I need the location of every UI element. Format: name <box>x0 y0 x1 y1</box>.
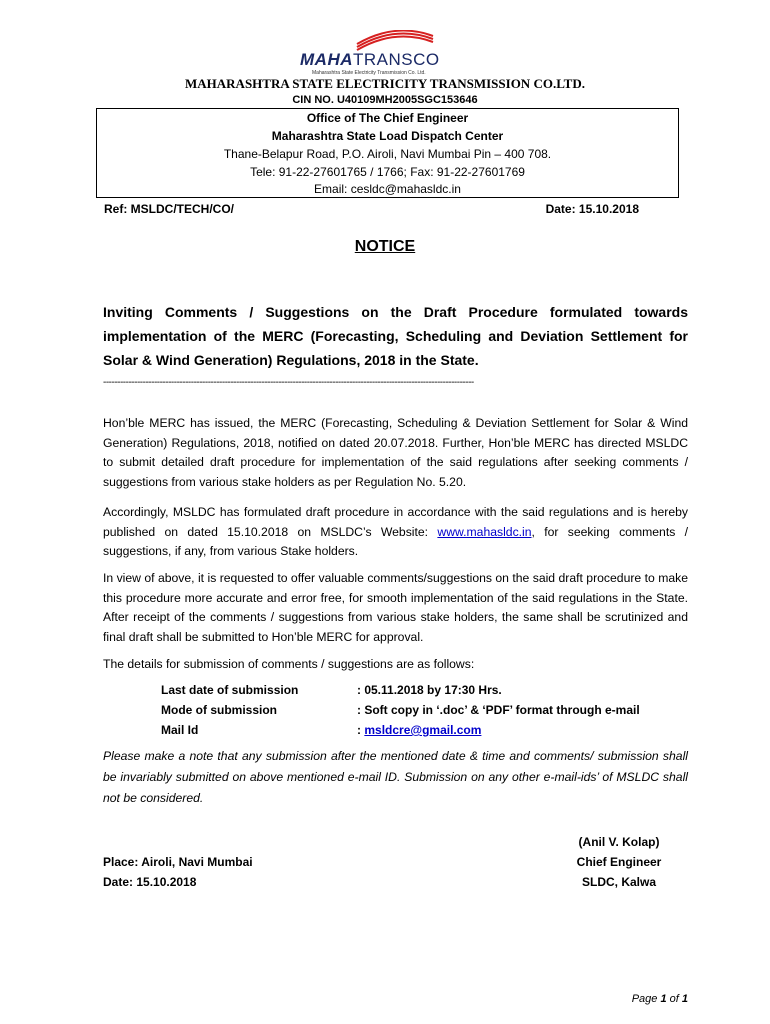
divider: ----------------------------------------------------------------------------------------------------------------------------------- <box>103 377 474 388</box>
place: Place: Airoli, Navi Mumbai <box>103 855 253 869</box>
box-line-office: Office of The Chief Engineer <box>306 111 469 125</box>
logo-rest: TRANSCO <box>353 50 440 69</box>
paragraph-4: The details for submission of comments / suggestions are as follows: <box>103 657 475 671</box>
signatory-office: SLDC, Kalwa <box>581 875 656 889</box>
detail-label-last-date: Last date of submission <box>161 683 299 697</box>
logo-wordmark <box>300 50 440 70</box>
detail-value-last-date: : 05.11.2018 by 17:30 Hrs. <box>357 683 502 697</box>
page-number <box>632 993 688 1005</box>
submission-note: Please make a note that any submission after the mentioned date & time and comments/ submission shall be invariably submitted on above mentioned e-mail ID. Submission on any other e-mail-ids’ of MSLDC shall not be considered. <box>103 749 688 805</box>
website-link[interactable]: www.mahasldc.in <box>437 524 532 539</box>
box-line-phone: Tele: 91-22-27601765 / 1766; Fax: 91-22-27601769 <box>250 165 525 179</box>
company-name: MAHARASHTRA STATE ELECTRICITY TRANSMISSION CO.LTD. <box>185 76 585 91</box>
transmission-swoosh-icon <box>355 30 435 52</box>
notice-title: NOTICE <box>354 238 416 255</box>
notice-subject: Inviting Comments / Suggestions on the Draft Procedure formulated towards implementation of the MERC (Forecasting, Scheduling and Deviation Settlement for Solar & Wind Generation) Regulations, 2018 in the State. <box>103 304 688 368</box>
reference-number: Ref: MSLDC/TECH/CO/ <box>104 202 234 216</box>
mail-id-link[interactable]: msldcre@gmail.com <box>364 723 482 737</box>
paragraph-1: Hon’ble MERC has issued, the MERC (Forecasting, Scheduling & Deviation Settlement for Solar & Wind Generation) Regulations, 2018, notified on dated 20.07.2018. Further, Hon’ble MERC has directed MSLDC to submit detailed draft procedure for implementation of the said regulations after seeking comments / suggestions from various stake holders as per Regulation No. 5.20. <box>103 416 688 489</box>
detail-value-mail <box>357 723 481 737</box>
paragraph-2-text-a: Accordingly, MSLDC has formulated draft procedure in accordance with the said regulations and is hereby published on dated 15.10.2018 on MSLDC’s Website: <box>103 505 688 539</box>
box-line-address: Thane-Belapur Road, P.O. Airoli, Navi Mumbai Pin – 400 708. <box>223 147 552 161</box>
cin-number: CIN NO. U40109MH2005SGC153646 <box>292 94 478 106</box>
footer-date: Date: 15.10.2018 <box>103 875 197 889</box>
header-date: Date: 15.10.2018 <box>545 202 639 216</box>
page-of: of <box>666 993 682 1005</box>
paragraph-2-text-b: , for seeking comments / suggestions, if any, from various Stake holders. <box>103 524 688 558</box>
detail-label-mail: Mail Id <box>161 723 199 737</box>
page-total: 1 <box>681 993 688 1005</box>
page-current: 1 <box>660 993 667 1005</box>
detail-value-mode: : Soft copy in ‘.doc’ & ‘PDF’ format through e-mail <box>357 703 640 717</box>
mail-prefix: : <box>357 723 365 737</box>
signatory-title: Chief Engineer <box>576 855 662 869</box>
logo-bold: MAHA <box>300 50 353 69</box>
box-line-center: Maharashtra State Load Dispatch Center <box>271 129 504 143</box>
company-logo <box>300 30 470 78</box>
page-prefix: Page <box>631 993 661 1005</box>
paragraph-3: In view of above, it is requested to offer valuable comments/suggestions on the said draft procedure to make this procedure more accurate and error free, for smooth implementation of the said regulations in the State. After receipt of the comments / suggestions from various stake holders, the same shall be scrutinized and final draft shall be submitted to Hon’ble MERC for approval. <box>103 571 688 644</box>
signatory-name: (Anil V. Kolap) <box>578 835 660 849</box>
office-address-box <box>96 108 679 198</box>
box-line-email: Email: cesldc@mahasldc.in <box>314 182 461 196</box>
detail-label-mode: Mode of submission <box>161 703 278 717</box>
paragraph-2 <box>103 503 688 562</box>
logo-subtitle: Maharashtra State Electricity Transmission Co. Ltd. <box>312 70 426 76</box>
